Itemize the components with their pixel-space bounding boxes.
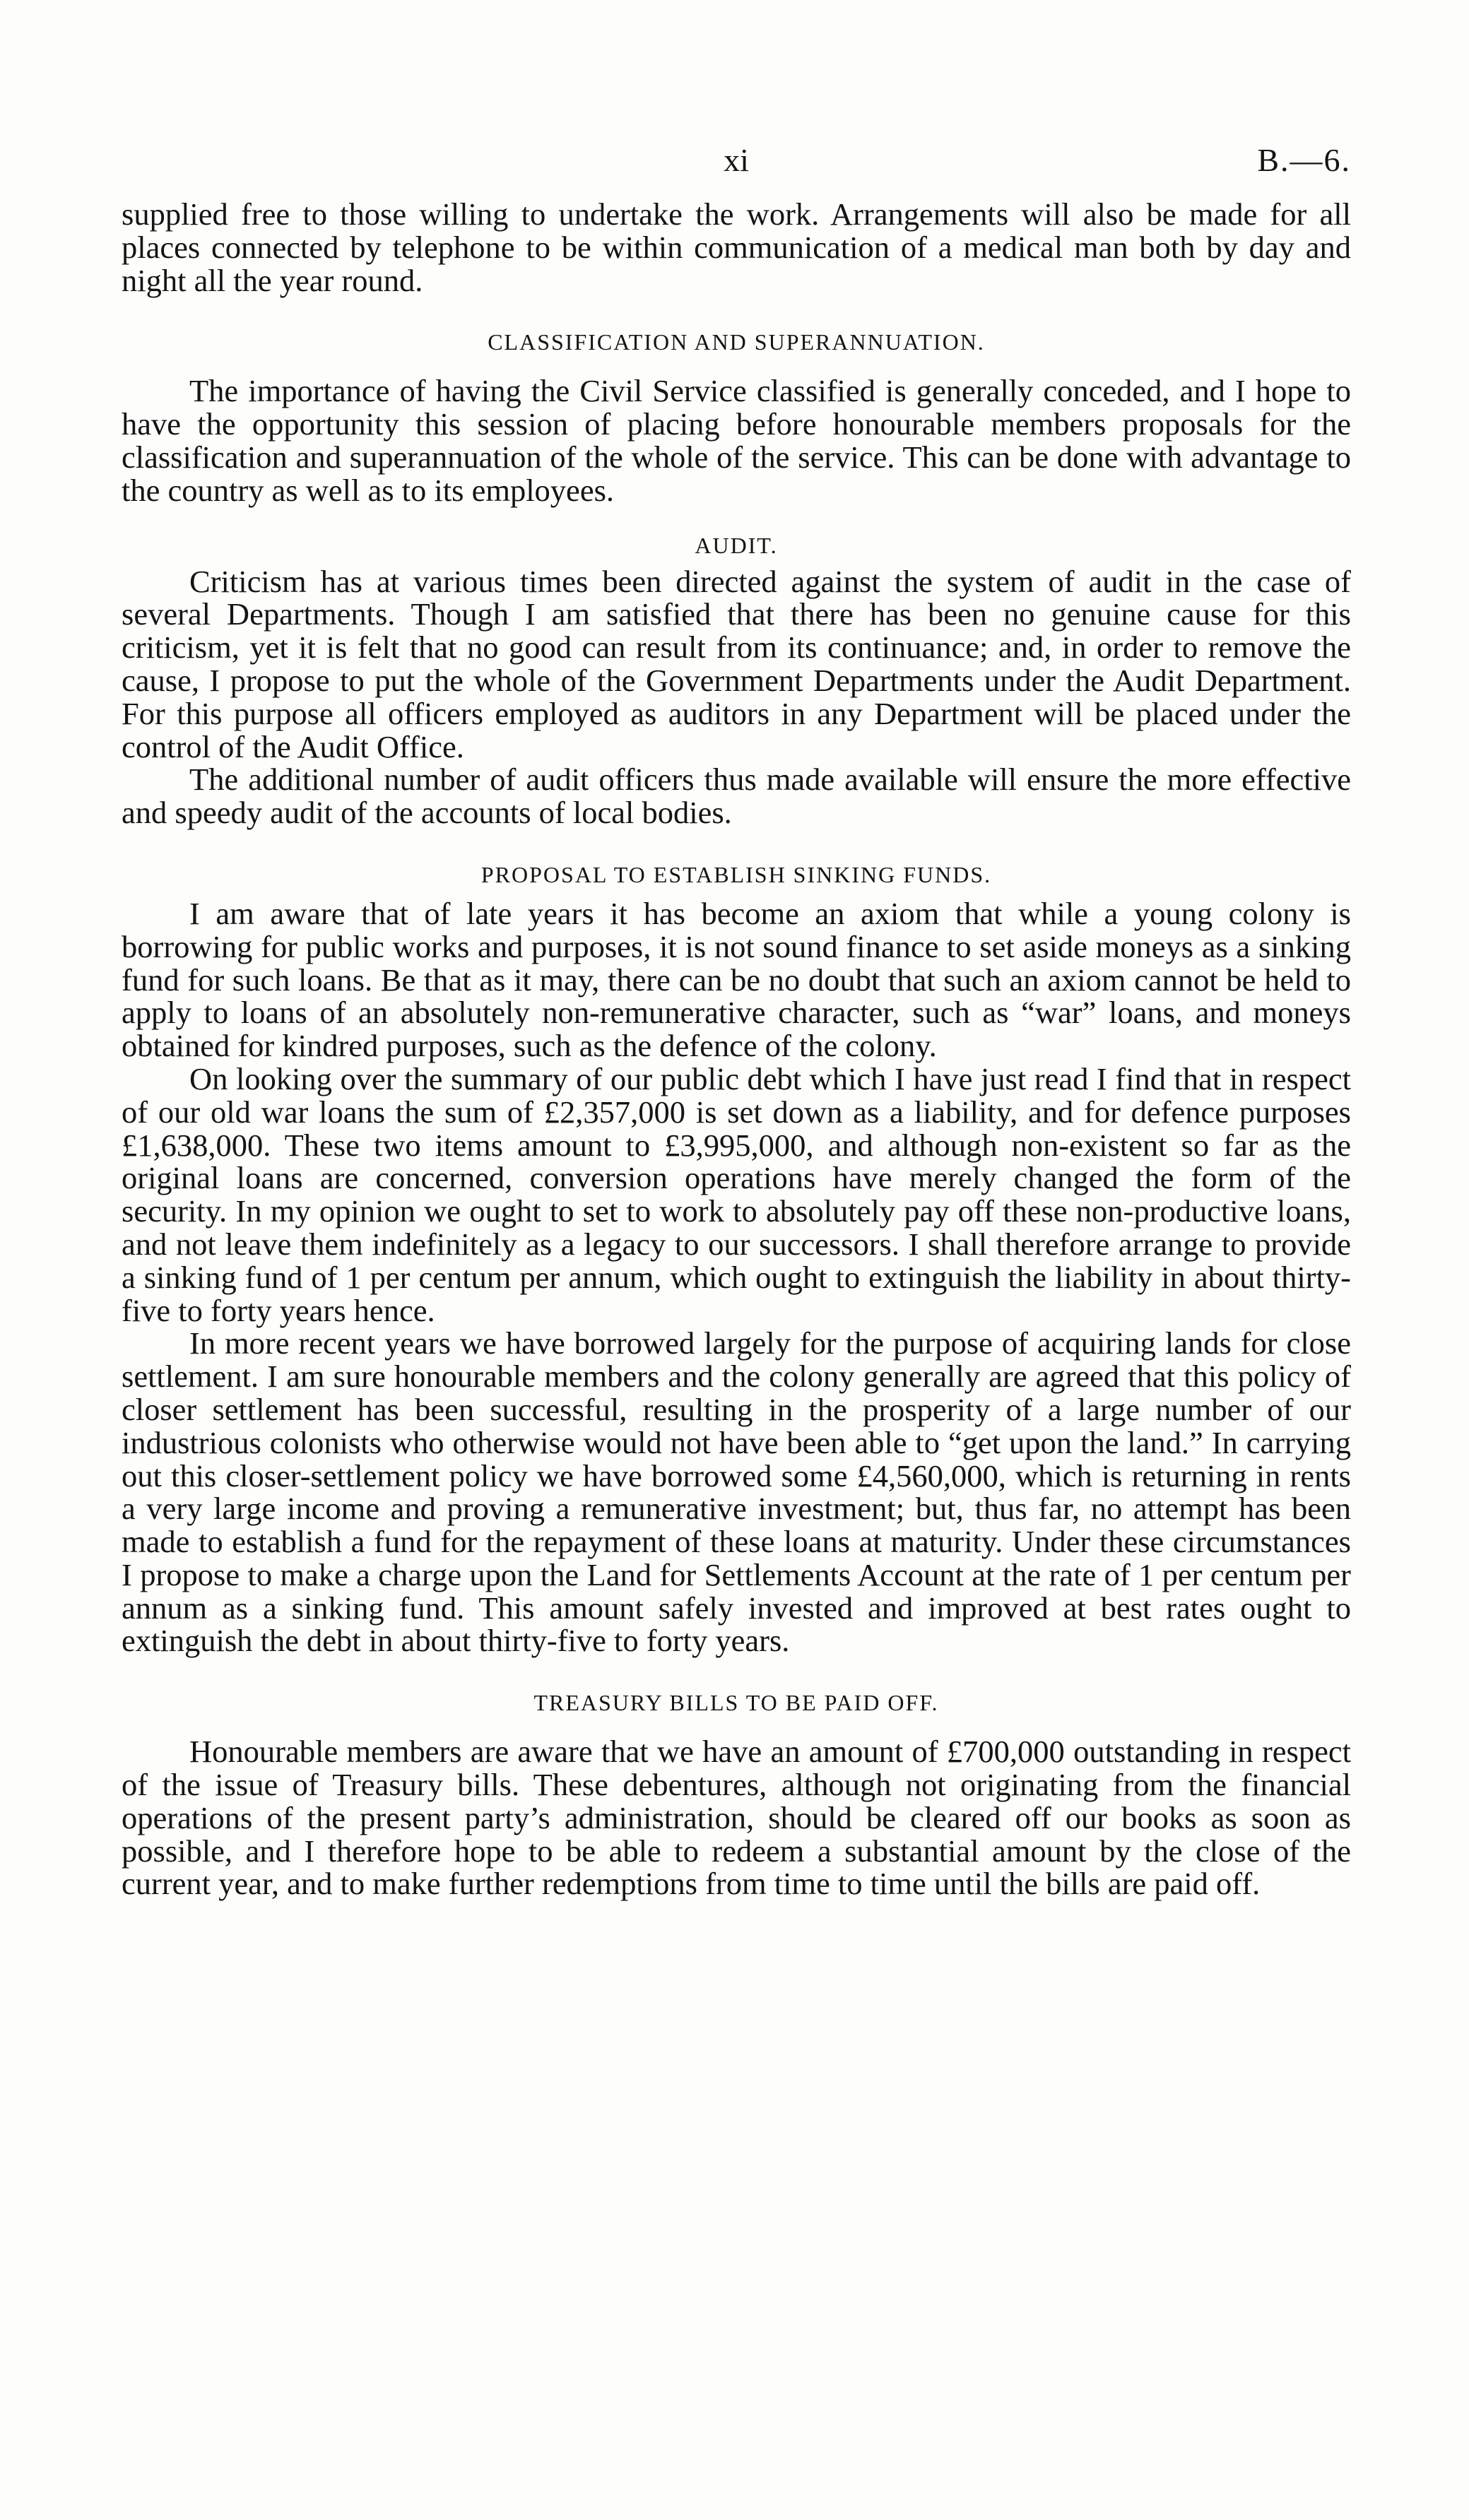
heading-sinking-funds: PROPOSAL TO ESTABLISH SINKING FUNDS. xyxy=(480,861,992,887)
document-page xyxy=(122,141,1351,1900)
audit-paragraph-2: The additional number of audit officers thus made available will ensure the more effective and speedy audit of the accounts of local bodies. xyxy=(122,762,1351,831)
heading-audit: AUDIT. xyxy=(695,532,778,558)
page-number: xi xyxy=(724,142,749,178)
intro-paragraph: supplied free to those willing to undertake the work. Arrangements will also be made for all places connected by telephone to be within communication of a medical man both by day and night all the year round. xyxy=(122,196,1351,298)
treasury-paragraph: Honourable members are aware that we have an amount of £700,000 outstanding in respect of the issue of Treasury bills. These debentures, although not originating from the financial operations of the present party’s administration, should be cleared off our books as soon as possible, and I therefore hope to be able to redeem a substantial amount by the close of the current year, and to make further redemptions from time to time until the bills are paid off. xyxy=(122,1734,1351,1902)
sinking-paragraph-2: On looking over the summary of our public debt which I have just read I find that in respect of our old war loans the sum of £2,357,000 is set down as a liability, and for defence purposes £1,638,000. These two items amount to £3,995,000, and although non-existent so far as the original loans are concerned, conversion operations have merely changed the form of the security. In my opinion we ought to set to work to absolutely pay off these non-productive loans, and not leave them indefinitely as a legacy to our successors. I shall therefore arrange to provide a sinking fund of 1 per centum per annum, which ought to extinguish the liability in about thirty-five to forty years hence. xyxy=(122,1060,1351,1328)
page-header xyxy=(122,141,1351,198)
heading-classification: CLASSIFICATION AND SUPERANNUATION. xyxy=(488,329,985,355)
document-reference: B.—6. xyxy=(1257,142,1351,178)
sinking-paragraph-1: I am aware that of late years it has become an axiom that while a young colony is borrowing for public works and purposes, it is not sound finance to set aside moneys as a sinking fund for such loans. Be that as it may, there can be no doubt that such an axiom cannot be held to apply to loans of an absolutely non-remunerative character, such as “war” loans, and moneys obtained for kindred purposes, such as the defence of the colony. xyxy=(122,895,1351,1064)
classification-paragraph: The importance of having the Civil Service classified is generally conceded, and I hope to have the opportunity this session of placing before honourable members proposals for the classification and superannuation of the whole of the service. This can be done with advantage to the country as well as to its employees. xyxy=(122,373,1351,508)
audit-paragraph-1: Criticism has at various times been directed against the system of audit in the case of several Departments. Though I am satisfied that there has been no genuine cause for this criticism, yet it is felt that no good can result from its continuance; and, in order to remove the cause, I propose to put the whole of the Government Departments under the Audit Department. For this purpose all officers employed as auditors in any Department will be placed under the control of the Audit Office. xyxy=(122,563,1351,764)
sinking-paragraph-3: In more recent years we have borrowed largely for the purpose of acquiring lands for close settlement. I am sure honourable members and the colony generally are agreed that this policy of closer settlement has been successful, resulting in the prosperity of a large number of our industrious colonists who otherwise would not have been able to “get upon the land.” In carrying out this closer-settlement policy we have borrowed some £4,560,000, which is returning in rents a very large income and proving a remunerative investment; but, thus far, no attempt has been made to establish a fund for the repayment of these loans at maturity. Under these circumstances I propose to make a charge upon the Land for Settlements Account at the rate of 1 per centum per annum as a sinking fund. This amount safely invested and improved at best rates ought to extinguish the debt in about thirty-five to forty years. xyxy=(122,1325,1351,1659)
heading-treasury-bills: TREASURY BILLS TO BE PAID OFF. xyxy=(533,1690,939,1716)
